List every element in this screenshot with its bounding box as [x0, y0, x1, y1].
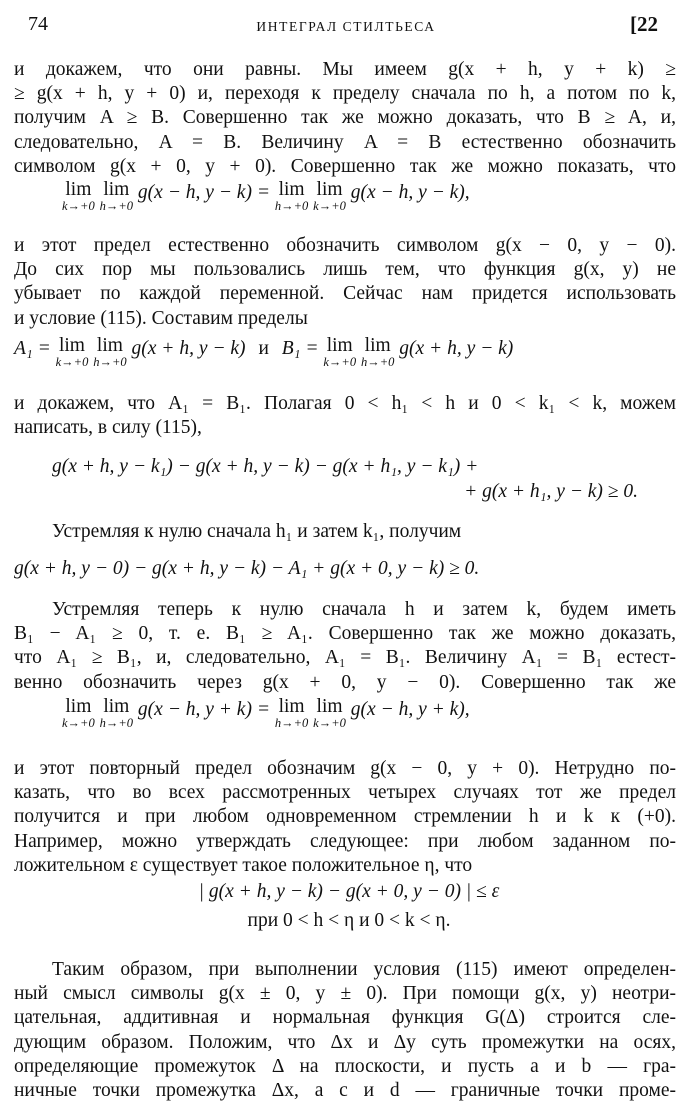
text-line: Устремляя к нулю сначала h₁ и затем k₁, получим: [52, 521, 462, 542]
text-line: и этот повторный предел обозначим g(x − 0, y + 0). Нетрудно по-: [14, 758, 676, 779]
formula-limit-minus-minus: lim k→+0 lim h→+0 g(x − h, y − k) = lim h→+0 lim k→+0 g(x − h, y − k),: [62, 179, 470, 213]
text-line: ный смысл символы g(x ± 0, y ± 0). При помощи g(x, y) неотри-: [14, 983, 676, 1005]
formula-inequality-line-1: g(x + h, y − k₁) − g(x + h, y − k) − g(x + h₁, y − k₁) +: [52, 456, 479, 477]
page-number: 74: [28, 13, 48, 35]
text-line: B₁ − A₁ ≥ 0, т. е. B₁ ≥ A₁. Совершенно так же можно доказать,: [14, 623, 676, 645]
text-line: ≥ g(x + h, y + 0) и, переходя к пределу сначала по h, а потом по k,: [14, 83, 676, 105]
running-header: [14, 0, 678, 40]
section-number: [22: [630, 12, 658, 36]
text-line: и докажем, что они равны. Мы имеем g(x + h, y + k) ≥: [14, 59, 676, 80]
text-line: дующим образом. Положим, что Δx и Δy суть промежутки на осях,: [14, 1031, 676, 1053]
formula-inequality-line-2: + g(x + h₁, y − k) ≥ 0.: [464, 481, 638, 502]
text-line: определяющие промежуток Δ на плоскости, и пусть a и b — гра-: [14, 1055, 676, 1077]
paragraph-4: [14, 520, 676, 544]
text-line: и докажем, что A₁ = B₁. Полагая 0 < h₁ < h и 0 < k₁ < k, можем: [14, 393, 676, 414]
formula-limit-minus-plus: lim k→+0 lim h→+0 g(x − h, y + k) = lim h→+0 lim k→+0 g(x − h, y + k),: [62, 696, 470, 730]
paragraph-1: [14, 58, 676, 179]
text-line: Например, можно утверждать следующее: при любом заданном по-: [14, 830, 676, 852]
text-line: ложительном ε существует такое положительное η, что: [14, 854, 473, 876]
text-line: получится и при любом одновременном стремлении h и k к (+0).: [14, 806, 676, 828]
text-line: казать, что во всех рассмотренных четырех случаях тот же предел: [14, 782, 676, 804]
running-title: ИНТЕГРАЛ СТИЛТЬЕСА: [256, 19, 436, 34]
text-line: символом g(x + 0, y + 0). Совершенно так же можно показать, что: [14, 155, 676, 177]
text-line: Устремляя теперь к нулю сначала h и затем k, будем иметь: [52, 599, 676, 620]
formula-limit-result: g(x + h, y − 0) − g(x + h, y − k) − A₁ + g(x + 0, y − k) ≥ 0.: [14, 558, 480, 579]
paragraph-2: [14, 234, 676, 331]
text-line: цательная, аддитивная и нормальная функция G(Δ) строится сле-: [14, 1007, 676, 1029]
text-line: и этот предел естественно обозначить символом g(x − 0, y − 0).: [14, 235, 676, 256]
paragraph-5: [14, 598, 676, 695]
paragraph-7: [14, 958, 676, 1103]
paragraph-3: [14, 392, 676, 440]
text-line: Таким образом, при выполнении условия (115) имеют определен-: [52, 959, 676, 980]
formula-A1-B1: A₁ = lim k→+0 lim h→+0 g(x + h, y − k) и B₁ = lim k→+0 lim h→+0 g(x + h, y − k): [14, 335, 514, 369]
formula-epsilon-bound: | g(x + h, y − k) − g(x + 0, y − 0) | ≤ ε: [198, 881, 500, 902]
text-line: До сих пор мы пользовались лишь тем, что функция g(x, y) не: [14, 259, 676, 281]
text-line: следовательно, A = B. Величину A = B естественно обозначить: [14, 131, 676, 153]
text-line: написать, в силу (115),: [14, 417, 202, 439]
text-line: венно обозначить через g(x + 0, y − 0). Совершенно так же: [14, 671, 676, 693]
paragraph-6: [14, 757, 676, 878]
text-line: ничные точки промежутка Δx, а c и d — граничные точки проме-: [14, 1079, 676, 1101]
text-line: убывает по каждой переменной. Сейчас нам придется использовать: [14, 283, 676, 305]
text-line: получим A ≥ B. Совершенно так же можно доказать, что B ≥ A, и,: [14, 107, 676, 129]
text-line: и условие (115). Составим пределы: [14, 307, 308, 329]
text-line: что A₁ ≥ B₁, и, следовательно, A₁ = B₁. Величину A₁ = B₁ естест-: [14, 647, 676, 669]
formula-epsilon-condition: при 0 < h < η и 0 < k < η.: [247, 910, 451, 931]
